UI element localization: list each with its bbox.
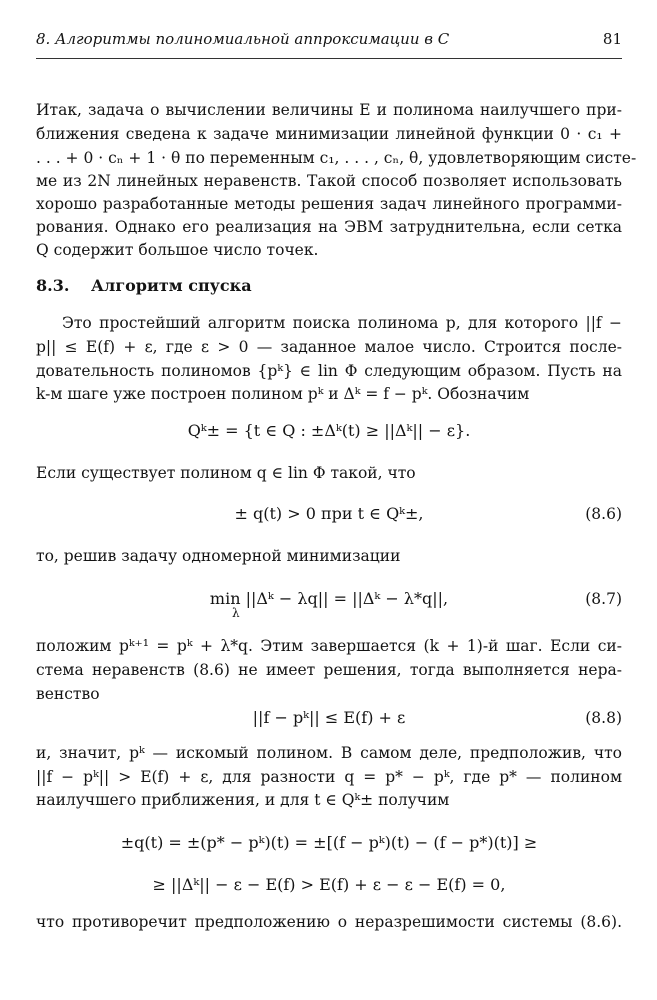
paragraph1-line: . . . + 0 · cₙ + 1 · θ по переменным c₁, . . . , cₙ, θ, удовлетворяющим систе- bbox=[36, 149, 637, 167]
paragraph2-line: k-м шаге уже построен полином pᵏ и Δᵏ = f − pᵏ. Обозначим bbox=[36, 385, 530, 403]
text-line: Если существует полином q ∈ lin Φ такой, что bbox=[36, 464, 416, 482]
running-title: 8. Алгоритмы полиномиальной аппроксимации в C bbox=[36, 30, 450, 48]
paragraph2-line: Это простейший алгоритм поиска полинома p, для которого ||f − bbox=[62, 314, 622, 332]
paragraph4-line: наилучшего приближения, и для t ∈ Qᵏ± получим bbox=[36, 791, 450, 809]
paragraph3-line: венство bbox=[36, 685, 100, 703]
running-header bbox=[36, 30, 622, 54]
formula-q-set: Qᵏ± = {t ∈ Q : ±Δᵏ(t) ≥ ||Δᵏ|| − ε}. bbox=[187, 421, 471, 440]
paragraph4-line: и, значит, pᵏ — искомый полином. В самом деле, предположив, что bbox=[36, 744, 622, 762]
paragraph1-line: ме из 2N линейных неравенств. Такой способ позволяет использовать bbox=[36, 172, 622, 190]
page-number: 81 bbox=[602, 30, 622, 48]
paragraph3-line: положим pᵏ⁺¹ = pᵏ + λ*q. Этим завершается (k + 1)-й шаг. Если си- bbox=[36, 637, 622, 655]
inequality-chain-line1: ±q(t) = ±(p* − pᵏ)(t) = ±[(f − pᵏ)(t) − (f − p*)(t)] ≥ bbox=[120, 833, 538, 852]
paragraph1-line: ближения сведена к задаче минимизации линейной функции 0 · c₁ + bbox=[36, 125, 622, 143]
min-subscript: λ bbox=[232, 606, 240, 620]
paragraph2-line: p|| ≤ E(f) + ε, где ε > 0 — заданное малое число. Строится после- bbox=[36, 338, 622, 356]
equation-8-8: ||f − pᵏ|| ≤ E(f) + ε bbox=[252, 708, 406, 727]
equation-8-7: min ||Δᵏ − λq|| = ||Δᵏ − λ*q||, bbox=[209, 589, 449, 608]
section-number: 8.3. bbox=[36, 276, 70, 295]
final-line: что противоречит предположению о неразрешимости системы (8.6). bbox=[36, 913, 622, 931]
inequality-chain-line2: ≥ ||Δᵏ|| − ε − E(f) > E(f) + ε − ε − E(f) = 0, bbox=[152, 875, 506, 894]
section-title: Алгоритм спуска bbox=[91, 276, 252, 295]
paragraph1-line: хорошо разработанные методы решения задач линейного программи- bbox=[36, 195, 622, 213]
equation-8-6: ± q(t) > 0 при t ∈ Qᵏ±, bbox=[234, 504, 424, 523]
equation-number: (8.8) bbox=[585, 709, 622, 727]
equation-number: (8.7) bbox=[585, 590, 622, 608]
paragraph1-line: Итак, задача о вычислении величины E и полинома наилучшего при- bbox=[36, 101, 622, 119]
paragraph1-line: рования. Однако его реализация на ЭВМ затруднительна, если сетка bbox=[36, 218, 622, 236]
header-rule bbox=[36, 58, 622, 59]
paragraph2-line: довательность полиномов {pᵏ} ∈ lin Φ следующим образом. Пусть на bbox=[36, 362, 622, 380]
paragraph3-line: стема неравенств (8.6) не имеет решения, тогда выполняется нера- bbox=[36, 661, 622, 679]
equation-number: (8.6) bbox=[585, 505, 622, 523]
paragraph1-line: Q содержит большое число точек. bbox=[36, 241, 319, 259]
text-line: то, решив задачу одномерной минимизации bbox=[36, 547, 401, 565]
section-heading bbox=[36, 276, 252, 295]
paragraph4-line: ||f − pᵏ|| > E(f) + ε, для разности q = p* − pᵏ, где p* — полином bbox=[36, 768, 622, 786]
